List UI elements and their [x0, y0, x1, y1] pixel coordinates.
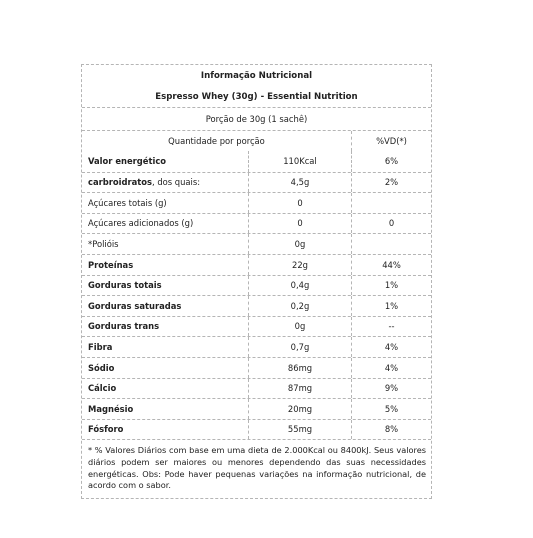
nutrient-vd: 2%: [351, 173, 431, 193]
nutrient-quantity: 0,4g: [248, 276, 351, 296]
table-row: [82, 254, 431, 275]
nutrient-name-bold: Fósforo: [88, 424, 124, 435]
portion-row: [82, 107, 431, 130]
table-row: [82, 213, 431, 234]
nutrient-vd: 4%: [351, 358, 431, 378]
table-title: Informação Nutricional: [200, 70, 313, 81]
nutrient-name: [82, 379, 248, 399]
nutrient-name-bold: carbroidratos: [88, 177, 153, 188]
table-row: [82, 378, 431, 399]
column-header-row: [82, 130, 431, 151]
table-row: [82, 151, 431, 172]
nutrient-quantity: 0,2g: [248, 296, 351, 316]
nutrient-vd: 0: [351, 214, 431, 234]
table-title-block: [82, 65, 431, 107]
nutrient-name: [82, 358, 248, 378]
nutrient-name-bold: Sódio: [88, 362, 115, 373]
table-row: [82, 398, 431, 419]
nutrition-table: [81, 64, 432, 499]
nutrient-name: [82, 255, 248, 275]
nutrient-vd: --: [351, 317, 431, 337]
nutrient-name-bold: Valor energético: [88, 156, 167, 167]
nutrient-name-bold: Cálcio: [88, 383, 117, 394]
nutrient-rows: [82, 151, 431, 439]
nutrient-name-bold: Gorduras trans: [88, 321, 160, 332]
nutrient-vd: 5%: [351, 399, 431, 419]
nutrient-name-text: , dos quais:: [152, 177, 201, 188]
nutrient-name: [82, 420, 248, 440]
product-name: Espresso Whey (30g) - Essential Nutrition: [155, 91, 358, 102]
nutrient-vd: [351, 234, 431, 254]
nutrient-name-bold: Gorduras totais: [88, 280, 162, 291]
nutrient-vd: 1%: [351, 296, 431, 316]
table-row: [82, 357, 431, 378]
nutrient-name-text: Açúcares totais (g): [88, 197, 167, 208]
footnote-row: [82, 439, 431, 497]
header-vd: %VD(*): [351, 131, 431, 151]
nutrient-name: [82, 151, 248, 172]
table-row: [82, 192, 431, 213]
nutrient-name: [82, 317, 248, 337]
nutrient-vd: 8%: [351, 420, 431, 440]
table-row: [82, 419, 431, 440]
nutrient-name-bold: Fibra: [88, 341, 113, 352]
nutrient-vd: [351, 193, 431, 213]
table-row: [82, 172, 431, 193]
nutrient-quantity: 86mg: [248, 358, 351, 378]
nutrient-quantity: 20mg: [248, 399, 351, 419]
nutrient-name: [82, 193, 248, 213]
nutrient-name-bold: Magnésio: [88, 403, 134, 414]
nutrient-quantity: 0,7g: [248, 337, 351, 357]
nutrient-name: [82, 276, 248, 296]
nutrient-quantity: 87mg: [248, 379, 351, 399]
nutrient-quantity: 0: [248, 193, 351, 213]
nutrient-name-text: Açúcares adicionados (g): [88, 218, 194, 229]
nutrient-name: [82, 214, 248, 234]
table-row: [82, 336, 431, 357]
table-row: [82, 275, 431, 296]
footnote: * % Valores Diários com base em uma dieta de 2.000Kcal ou 8400kJ. Seus valores diários podem ser maiores ou menores dependendo das suas necessidades energéticas. Obs: Pode haver pequenas variações na informação nutricional, de acordo com o sabor.: [88, 445, 426, 491]
table-row: [82, 295, 431, 316]
nutrient-name: [82, 173, 248, 193]
nutrient-name: [82, 234, 248, 254]
nutrient-quantity: 55mg: [248, 420, 351, 440]
nutrient-name-bold: Proteínas: [88, 259, 134, 270]
nutrient-quantity: 22g: [248, 255, 351, 275]
nutrient-name-bold: Gorduras saturadas: [88, 300, 182, 311]
portion-text: Porção de 30g (1 sachê): [205, 113, 308, 124]
nutrient-name: [82, 296, 248, 316]
nutrient-vd: 9%: [351, 379, 431, 399]
nutrient-name: [82, 337, 248, 357]
nutrient-vd: 6%: [351, 151, 431, 172]
header-quantity: Quantidade por porção: [168, 135, 265, 146]
nutrient-quantity: 4,5g: [248, 173, 351, 193]
nutrient-vd: 1%: [351, 276, 431, 296]
nutrient-name: [82, 399, 248, 419]
nutrient-vd: 4%: [351, 337, 431, 357]
table-row: [82, 233, 431, 254]
nutrient-vd: 44%: [351, 255, 431, 275]
nutrient-quantity: 110Kcal: [248, 151, 351, 172]
nutrient-name-text: *Polióis: [88, 238, 119, 249]
nutrient-quantity: 0g: [248, 234, 351, 254]
table-row: [82, 316, 431, 337]
nutrient-quantity: 0g: [248, 317, 351, 337]
nutrient-quantity: 0: [248, 214, 351, 234]
